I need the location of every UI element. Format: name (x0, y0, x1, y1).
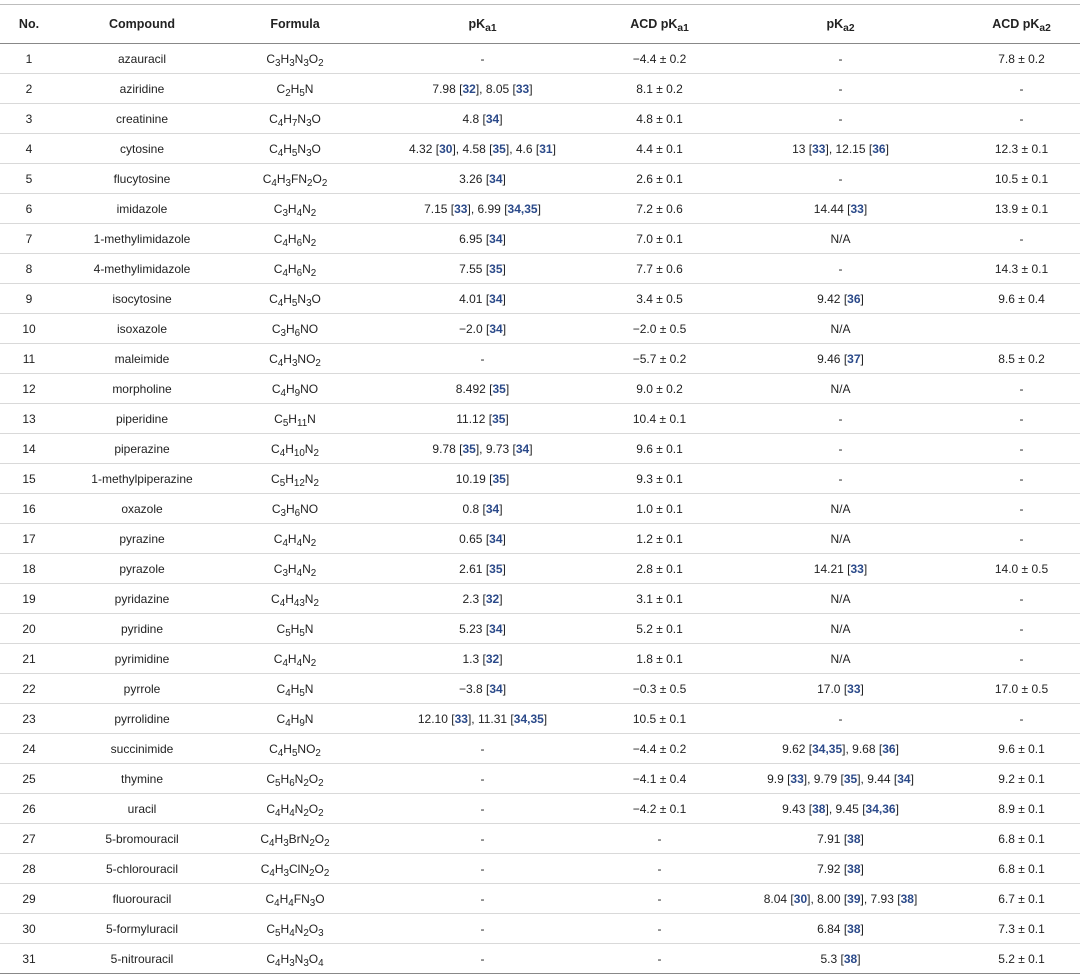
cell-compound: pyrimidine (58, 644, 226, 674)
cell-acd-pka1: 4.4 ± 0.1 (601, 134, 718, 164)
cell-pka2: 9.43 [38], 9.45 [34,36] (718, 794, 963, 824)
cell-acd-pka1: 8.1 ± 0.2 (601, 74, 718, 104)
cell-compound: flucytosine (58, 164, 226, 194)
cell-acd-pka2: 6.8 ± 0.1 (963, 824, 1080, 854)
table-row (0, 494, 1080, 524)
cell-pka1: 4.8 [34] (364, 104, 601, 134)
cell-formula: $C_5H_6N_2O_2$ (226, 764, 364, 794)
cell-formula: $C_4H_4N_2O_2$ (226, 794, 364, 824)
cell-pka1: 6.95 [34] (364, 224, 601, 254)
cell-no: 13 (0, 404, 58, 434)
cell-pka1: - (364, 914, 601, 944)
cell-pka1: - (364, 884, 601, 914)
cell-pka1: - (364, 824, 601, 854)
cell-compound: pyrazole (58, 554, 226, 584)
cell-no: 17 (0, 524, 58, 554)
cell-acd-pka2: 14.3 ± 0.1 (963, 254, 1080, 284)
cell-pka1: 3.26 [34] (364, 164, 601, 194)
cell-no: 8 (0, 254, 58, 284)
cell-compound: pyrrole (58, 674, 226, 704)
cell-no: 1 (0, 44, 58, 74)
cell-pka1: 4.01 [34] (364, 284, 601, 314)
cell-acd-pka2: 10.5 ± 0.1 (963, 164, 1080, 194)
cell-formula: $C_4H_4N_2$ (226, 524, 364, 554)
table-row (0, 524, 1080, 554)
cell-acd-pka1: −4.4 ± 0.2 (601, 734, 718, 764)
table-row (0, 764, 1080, 794)
cell-acd-pka1: −2.0 ± 0.5 (601, 314, 718, 344)
cell-compound: azauracil (58, 44, 226, 74)
cell-pka2: 9.46 [37] (718, 344, 963, 374)
cell-acd-pka2: 9.6 ± 0.1 (963, 734, 1080, 764)
table-row (0, 194, 1080, 224)
cell-compound: fluorouracil (58, 884, 226, 914)
cell-acd-pka2 (963, 314, 1080, 344)
cell-formula: $C_4H_5N_3O$ (226, 134, 364, 164)
cell-pka1: 8.492 [35] (364, 374, 601, 404)
cell-no: 19 (0, 584, 58, 614)
cell-formula: $C_4H_{43}N_2$ (226, 584, 364, 614)
table-row (0, 74, 1080, 104)
cell-formula: $C_4H_5N_3O$ (226, 284, 364, 314)
cell-no: 2 (0, 74, 58, 104)
cell-formula: $C_4H_5N$ (226, 674, 364, 704)
cell-acd-pka1: 1.0 ± 0.1 (601, 494, 718, 524)
cell-acd-pka1: - (601, 944, 718, 974)
table-row (0, 914, 1080, 944)
cell-pka1: - (364, 44, 601, 74)
cell-acd-pka1: 9.0 ± 0.2 (601, 374, 718, 404)
cell-pka2: 14.21 [33] (718, 554, 963, 584)
cell-pka2: 6.84 [38] (718, 914, 963, 944)
cell-pka1: 9.78 [35], 9.73 [34] (364, 434, 601, 464)
cell-acd-pka2: 5.2 ± 0.1 (963, 944, 1080, 974)
cell-pka2: 13 [33], 12.15 [36] (718, 134, 963, 164)
cell-acd-pka2: - (963, 374, 1080, 404)
cell-no: 18 (0, 554, 58, 584)
table-row (0, 374, 1080, 404)
cell-acd-pka1: −4.2 ± 0.1 (601, 794, 718, 824)
table-row (0, 224, 1080, 254)
cell-no: 29 (0, 884, 58, 914)
cell-formula: $C_5H_5N$ (226, 614, 364, 644)
table-row (0, 164, 1080, 194)
cell-no: 16 (0, 494, 58, 524)
cell-pka2: N/A (718, 494, 963, 524)
cell-formula: $C_5H_{12}N_2$ (226, 464, 364, 494)
cell-acd-pka2: 14.0 ± 0.5 (963, 554, 1080, 584)
cell-no: 11 (0, 344, 58, 374)
table-row (0, 734, 1080, 764)
cell-pka2: - (718, 464, 963, 494)
cell-pka1: - (364, 794, 601, 824)
cell-formula: $C_4H_7N_3O$ (226, 104, 364, 134)
cell-compound: uracil (58, 794, 226, 824)
cell-acd-pka1: 2.6 ± 0.1 (601, 164, 718, 194)
cell-no: 12 (0, 374, 58, 404)
cell-acd-pka2: 9.2 ± 0.1 (963, 764, 1080, 794)
cell-pka1: 2.61 [35] (364, 554, 601, 584)
cell-acd-pka2: - (963, 644, 1080, 674)
cell-pka2: - (718, 74, 963, 104)
cell-formula: $C_4H_3FN_2O_2$ (226, 164, 364, 194)
cell-pka1: 7.15 [33], 6.99 [34,35] (364, 194, 601, 224)
header-acd-pka2: ACD $pK_{a2}$ (963, 5, 1080, 44)
cell-formula: $C_3H_6NO$ (226, 494, 364, 524)
header-acd-pka1: ACD $pK_{a1}$ (601, 5, 718, 44)
header-no: No. (0, 5, 58, 44)
pka-table (0, 4, 1080, 974)
cell-no: 28 (0, 854, 58, 884)
cell-compound: oxazole (58, 494, 226, 524)
cell-pka1: 7.55 [35] (364, 254, 601, 284)
cell-acd-pka2: 9.6 ± 0.4 (963, 284, 1080, 314)
cell-pka2: N/A (718, 314, 963, 344)
header-pka2: $pK_{a2}$ (718, 5, 963, 44)
cell-compound: cytosine (58, 134, 226, 164)
cell-compound: thymine (58, 764, 226, 794)
cell-pka1: - (364, 764, 601, 794)
cell-pka2: 9.62 [34,35], 9.68 [36] (718, 734, 963, 764)
table-row (0, 794, 1080, 824)
cell-acd-pka2: - (963, 524, 1080, 554)
cell-compound: 5-chlorouracil (58, 854, 226, 884)
table-row (0, 134, 1080, 164)
table-row (0, 44, 1080, 74)
cell-no: 23 (0, 704, 58, 734)
cell-acd-pka1: 7.0 ± 0.1 (601, 224, 718, 254)
cell-pka2: 17.0 [33] (718, 674, 963, 704)
cell-pka1: −3.8 [34] (364, 674, 601, 704)
cell-compound: pyridazine (58, 584, 226, 614)
cell-acd-pka1: 1.8 ± 0.1 (601, 644, 718, 674)
cell-acd-pka2: - (963, 224, 1080, 254)
cell-formula: $C_4H_{10}N_2$ (226, 434, 364, 464)
cell-pka2: 7.91 [38] (718, 824, 963, 854)
cell-compound: isoxazole (58, 314, 226, 344)
cell-no: 15 (0, 464, 58, 494)
cell-pka1: 5.23 [34] (364, 614, 601, 644)
cell-formula: $C_3H_4N_2$ (226, 194, 364, 224)
cell-formula: $C_4H_6N_2$ (226, 224, 364, 254)
cell-formula: $C_4H_9N$ (226, 704, 364, 734)
cell-no: 5 (0, 164, 58, 194)
cell-acd-pka2: 7.3 ± 0.1 (963, 914, 1080, 944)
table-row (0, 674, 1080, 704)
cell-acd-pka2: 13.9 ± 0.1 (963, 194, 1080, 224)
cell-acd-pka1: 4.8 ± 0.1 (601, 104, 718, 134)
cell-formula: $C_4H_3BrN_2O_2$ (226, 824, 364, 854)
cell-pka2: 14.44 [33] (718, 194, 963, 224)
cell-formula: $C_3H_3N_3O_2$ (226, 44, 364, 74)
cell-pka2: N/A (718, 374, 963, 404)
cell-compound: maleimide (58, 344, 226, 374)
cell-no: 22 (0, 674, 58, 704)
cell-acd-pka2: 12.3 ± 0.1 (963, 134, 1080, 164)
table-row (0, 824, 1080, 854)
cell-acd-pka1: - (601, 884, 718, 914)
cell-formula: $C_4H_4N_2$ (226, 644, 364, 674)
cell-pka2: 5.3 [38] (718, 944, 963, 974)
cell-no: 26 (0, 794, 58, 824)
cell-compound: 5-bromouracil (58, 824, 226, 854)
cell-pka2: N/A (718, 644, 963, 674)
cell-pka1: 0.65 [34] (364, 524, 601, 554)
cell-pka2: - (718, 434, 963, 464)
table-row (0, 284, 1080, 314)
cell-no: 7 (0, 224, 58, 254)
cell-formula: $C_2H_5N$ (226, 74, 364, 104)
cell-formula: $C_5H_{11}N$ (226, 404, 364, 434)
cell-acd-pka1: 7.2 ± 0.6 (601, 194, 718, 224)
cell-formula: $C_5H_4N_2O_3$ (226, 914, 364, 944)
table-row (0, 404, 1080, 434)
cell-no: 20 (0, 614, 58, 644)
cell-pka1: - (364, 854, 601, 884)
table-row (0, 614, 1080, 644)
table-row (0, 344, 1080, 374)
cell-acd-pka2: - (963, 494, 1080, 524)
cell-no: 6 (0, 194, 58, 224)
cell-acd-pka2: 8.5 ± 0.2 (963, 344, 1080, 374)
table-row (0, 704, 1080, 734)
cell-compound: pyridine (58, 614, 226, 644)
cell-acd-pka2: - (963, 104, 1080, 134)
cell-formula: $C_4H_9NO$ (226, 374, 364, 404)
cell-pka2: N/A (718, 524, 963, 554)
cell-pka1: 11.12 [35] (364, 404, 601, 434)
cell-acd-pka1: 9.3 ± 0.1 (601, 464, 718, 494)
table-row (0, 254, 1080, 284)
cell-pka2: 8.04 [30], 8.00 [39], 7.93 [38] (718, 884, 963, 914)
cell-compound: isocytosine (58, 284, 226, 314)
cell-pka2: 9.9 [33], 9.79 [35], 9.44 [34] (718, 764, 963, 794)
cell-acd-pka1: −5.7 ± 0.2 (601, 344, 718, 374)
cell-compound: succinimide (58, 734, 226, 764)
cell-compound: creatinine (58, 104, 226, 134)
cell-compound: pyrazine (58, 524, 226, 554)
cell-compound: morpholine (58, 374, 226, 404)
cell-pka1: 1.3 [32] (364, 644, 601, 674)
cell-compound: 1-methylimidazole (58, 224, 226, 254)
cell-formula: $C_4H_3N_3O_4$ (226, 944, 364, 974)
cell-acd-pka2: 6.8 ± 0.1 (963, 854, 1080, 884)
cell-no: 4 (0, 134, 58, 164)
cell-pka1: 4.32 [30], 4.58 [35], 4.6 [31] (364, 134, 601, 164)
cell-acd-pka2: - (963, 74, 1080, 104)
cell-acd-pka1: 10.5 ± 0.1 (601, 704, 718, 734)
cell-formula: $C_4H_3ClN_2O_2$ (226, 854, 364, 884)
cell-pka2: - (718, 164, 963, 194)
header-compound: Compound (58, 5, 226, 44)
cell-formula: $C_4H_3NO_2$ (226, 344, 364, 374)
header-formula: Formula (226, 5, 364, 44)
cell-acd-pka2: - (963, 404, 1080, 434)
cell-no: 14 (0, 434, 58, 464)
cell-pka1: 12.10 [33], 11.31 [34,35] (364, 704, 601, 734)
cell-compound: 4-methylimidazole (58, 254, 226, 284)
cell-compound: 5-formyluracil (58, 914, 226, 944)
table-row (0, 944, 1080, 974)
cell-acd-pka1: −4.1 ± 0.4 (601, 764, 718, 794)
cell-compound: piperidine (58, 404, 226, 434)
cell-acd-pka2: 7.8 ± 0.2 (963, 44, 1080, 74)
table-body (0, 44, 1080, 974)
cell-acd-pka1: 2.8 ± 0.1 (601, 554, 718, 584)
cell-acd-pka1: 9.6 ± 0.1 (601, 434, 718, 464)
cell-acd-pka2: 6.7 ± 0.1 (963, 884, 1080, 914)
cell-formula: $C_3H_4N_2$ (226, 554, 364, 584)
cell-acd-pka1: 1.2 ± 0.1 (601, 524, 718, 554)
cell-pka1: 2.3 [32] (364, 584, 601, 614)
table-header (0, 5, 1080, 44)
cell-pka2: N/A (718, 614, 963, 644)
cell-no: 21 (0, 644, 58, 674)
cell-pka2: - (718, 704, 963, 734)
table-row (0, 854, 1080, 884)
cell-acd-pka1: −4.4 ± 0.2 (601, 44, 718, 74)
cell-no: 3 (0, 104, 58, 134)
cell-acd-pka1: 3.1 ± 0.1 (601, 584, 718, 614)
cell-acd-pka1: 10.4 ± 0.1 (601, 404, 718, 434)
cell-compound: aziridine (58, 74, 226, 104)
table-row (0, 644, 1080, 674)
cell-pka1: −2.0 [34] (364, 314, 601, 344)
cell-pka2: N/A (718, 224, 963, 254)
cell-acd-pka1: 3.4 ± 0.5 (601, 284, 718, 314)
cell-acd-pka2: - (963, 614, 1080, 644)
header-row (0, 5, 1080, 44)
cell-acd-pka2: - (963, 704, 1080, 734)
cell-acd-pka1: - (601, 854, 718, 884)
table-row (0, 104, 1080, 134)
cell-acd-pka1: −0.3 ± 0.5 (601, 674, 718, 704)
cell-pka2: 7.92 [38] (718, 854, 963, 884)
cell-formula: $C_4H_6N_2$ (226, 254, 364, 284)
table-row (0, 554, 1080, 584)
table-row (0, 464, 1080, 494)
table-row (0, 314, 1080, 344)
cell-pka1: 0.8 [34] (364, 494, 601, 524)
cell-no: 30 (0, 914, 58, 944)
cell-pka2: - (718, 254, 963, 284)
cell-acd-pka2: 17.0 ± 0.5 (963, 674, 1080, 704)
cell-compound: 5-nitrouracil (58, 944, 226, 974)
cell-pka1: - (364, 944, 601, 974)
cell-acd-pka1: 5.2 ± 0.1 (601, 614, 718, 644)
cell-acd-pka1: - (601, 914, 718, 944)
cell-compound: 1-methylpiperazine (58, 464, 226, 494)
cell-no: 31 (0, 944, 58, 974)
cell-no: 25 (0, 764, 58, 794)
cell-compound: piperazine (58, 434, 226, 464)
cell-pka1: 10.19 [35] (364, 464, 601, 494)
cell-compound: imidazole (58, 194, 226, 224)
cell-no: 24 (0, 734, 58, 764)
header-pka1: $pK_{a1}$ (364, 5, 601, 44)
cell-pka1: - (364, 344, 601, 374)
cell-pka2: - (718, 404, 963, 434)
cell-formula: $C_4H_5NO_2$ (226, 734, 364, 764)
cell-acd-pka1: - (601, 824, 718, 854)
cell-formula: $C_4H_4FN_3O$ (226, 884, 364, 914)
cell-acd-pka2: 8.9 ± 0.1 (963, 794, 1080, 824)
cell-no: 10 (0, 314, 58, 344)
cell-acd-pka1: 7.7 ± 0.6 (601, 254, 718, 284)
cell-pka2: N/A (718, 584, 963, 614)
cell-formula: $C_3H_6NO$ (226, 314, 364, 344)
table-row (0, 884, 1080, 914)
cell-pka2: 9.42 [36] (718, 284, 963, 314)
cell-pka1: 7.98 [32], 8.05 [33] (364, 74, 601, 104)
cell-no: 9 (0, 284, 58, 314)
cell-pka2: - (718, 44, 963, 74)
cell-pka1: - (364, 734, 601, 764)
cell-acd-pka2: - (963, 584, 1080, 614)
table-row (0, 584, 1080, 614)
table-row (0, 434, 1080, 464)
cell-compound: pyrrolidine (58, 704, 226, 734)
cell-acd-pka2: - (963, 464, 1080, 494)
cell-acd-pka2: - (963, 434, 1080, 464)
cell-no: 27 (0, 824, 58, 854)
cell-pka2: - (718, 104, 963, 134)
